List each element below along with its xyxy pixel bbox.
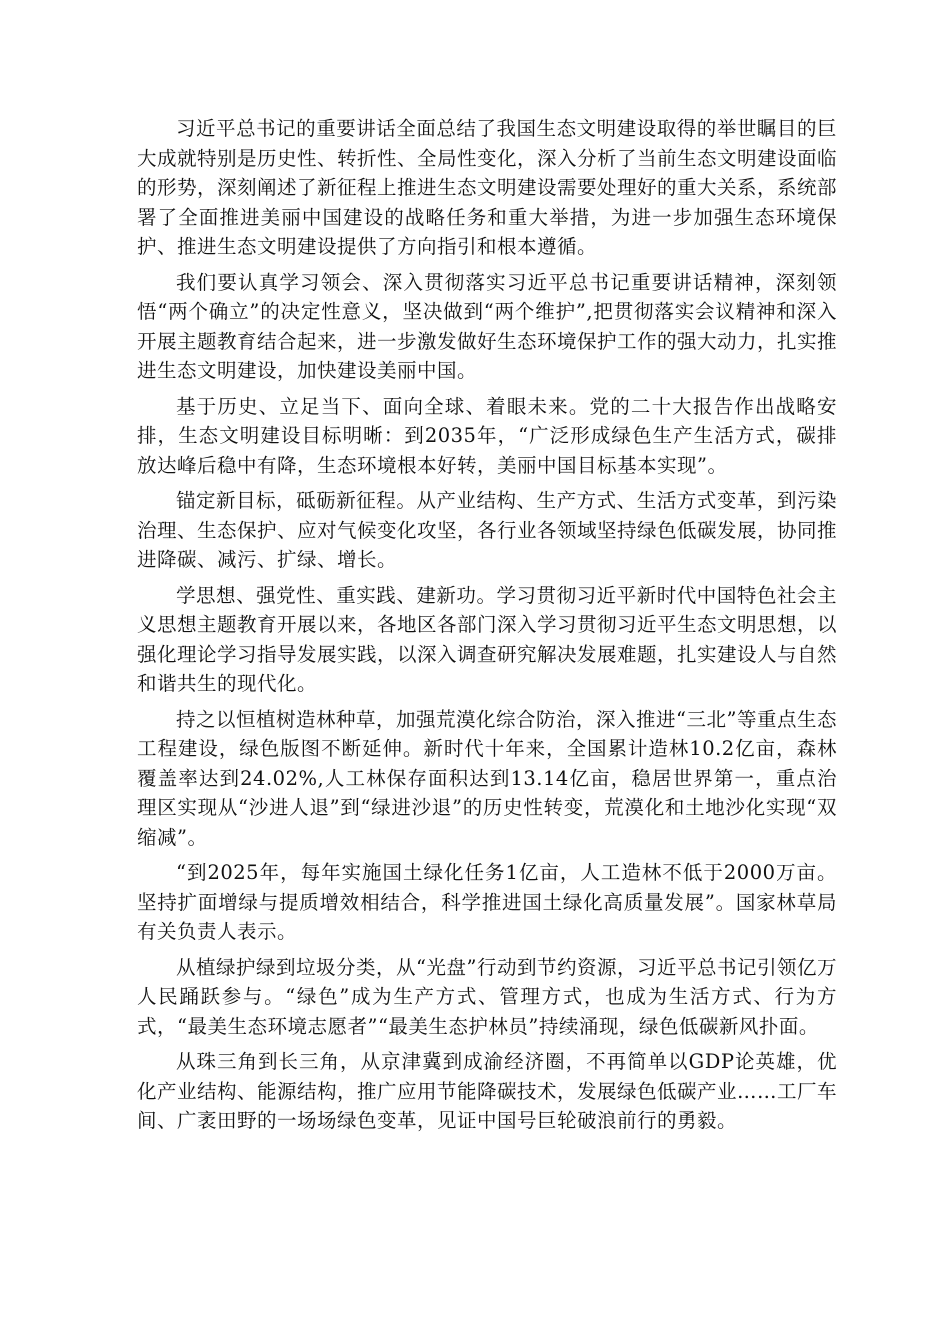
paragraph-8: 从植绿护绿到垃圾分类，从“光盘”行动到节约资源，习近平总书记引领亿万人民踊跃参与。“绿色”成为生产方式、管理方式，也成为生活方式、行为方式，“最美生态环境志愿者”“最美生态护林员”持续涌现，绿色低碳新风扑面。 bbox=[137, 955, 837, 1038]
paragraph-5: 学思想、强党性、重实践、建新功。学习贯彻习近平新时代中国特色社会主义思想主题教育开展以来，各地区各部门深入学习贯彻习近平生态文明思想，以强化理论学习指导发展实践，以深入调查研究解决发展难题，扎实建设人与自然和谐共生的现代化。 bbox=[137, 583, 838, 695]
paragraph-2: 我们要认真学习领会、深入贯彻落实习近平总书记重要讲话精神，深刻领悟“两个确立”的决定性意义，坚决做到“两个维护”,把贯彻落实会议精神和深入开展主题教育结合起来，进一步激发做好生态环境保护工作的强大动力，扎实推进生态文明建设，加快建设美丽中国。 bbox=[137, 270, 838, 382]
article-body bbox=[137, 114, 837, 1142]
paragraph-9: 从珠三角到长三角，从京津冀到成渝经济圈，不再简单以GDP论英雄，优化产业结构、能源结构，推广应用节能降碳技术，发展绿色低碳产业……工厂车间、广袤田野的一场场绿色变革，见证中国号巨轮破浪前行的勇毅。 bbox=[137, 1050, 838, 1132]
paragraph-4: 锚定新目标，砥砺新征程。从产业结构、生产方式、生活方式变革，到污染治理、生态保护、应对气候变化攻坚，各行业各领域坚持绿色低碳发展，协同推进降碳、减污、扩绿、增长。 bbox=[137, 489, 838, 571]
paragraph-7: “到2025年，每年实施国土绿化任务1亿亩，人工造林不低于2000万亩。坚持扩面增绿与提质增效相结合，科学推进国土绿化高质量发展”。国家林草局有关负责人表示。 bbox=[137, 861, 837, 943]
paragraph-3: 基于历史、立足当下、面向全球、着眼未来。党的二十大报告作出战略安排，生态文明建设目标明晰：到2035年，“广泛形成绿色生产生活方式，碳排放达峰后稳中有降，生态环境根本好转，美丽中国目标基本实现”。 bbox=[137, 394, 837, 477]
paragraph-6: 持之以恒植树造林种草，加强荒漠化综合防治，深入推进“三北”等重点生态工程建设，绿色版图不断延伸。新时代十年来，全国累计造林10.2亿亩，森林覆盖率达到24.02%,人工林保存面积达到13.14亿亩，稳居世界第一，重点治理区实现从“沙进人退”到“绿进沙退”的历史性转变，荒漠化和土地沙化实现“双缩减”。 bbox=[137, 707, 837, 849]
paragraph-1: 习近平总书记的重要讲话全面总结了我国生态文明建设取得的举世瞩目的巨大成就特别是历史性、转折性、全局性变化，深入分析了当前生态文明建设面临的形势，深刻阐述了新征程上推进生态文明建设需要处理好的重大关系，系统部署了全面推进美丽中国建设的战略任务和重大举措，为进一步加强生态环境保护、推进生态文明建设提供了方向指引和根本遵循。 bbox=[137, 117, 838, 258]
